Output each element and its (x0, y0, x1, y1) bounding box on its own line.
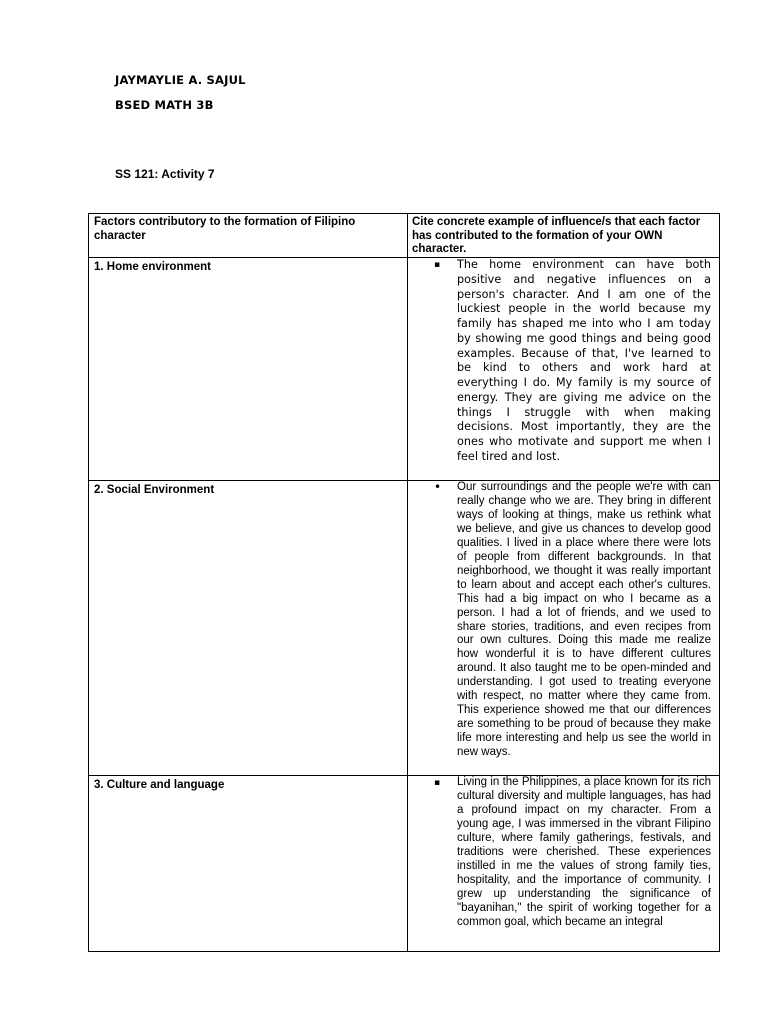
column-header-examples (408, 214, 720, 258)
activity-title: SS 121: Activity 7 (115, 167, 215, 181)
column-header-factors (89, 214, 408, 258)
example-cell (408, 481, 720, 776)
example-text: The home environment can have both positive and negative influences on a person's character. And I am one of the luckiest people in the world because my family has shaped me into who I am today by showing me good things and being good examples. Because of that, I've learned to be kind to others and work hard at everything I do. My family is my source of energy. They are giving me advice on the things I struggle with when making decisions. Most importantly, they are the ones who motivate and support me when I feel tired and lost. (457, 258, 711, 463)
example-text: Our surroundings and the people we're with can really change who we are. They bring in different ways of looking at things, make us rethink what we believe, and give us chances to develop good qualities. I lived in a place where there were lots of people from different backgrounds. In that neighborhood, we thought it was really important to learn about and accept each other's cultures. This had a big impact on who I became as a person. I had a lot of friends, and we used to share stories, traditions, and even recipes from our own cultures. Doing this made me realize how wonderful it is to have different cultures around. It also taught me to be open-minded and understanding. I got used to treating everyone with respect, no matter where they came from. This experience showed me that our differences are something to be proud of because they make life more interesting and help us see the world in new ways. (457, 481, 711, 759)
table-row (89, 481, 720, 776)
example-cell (408, 776, 720, 952)
column-header-factors-text: Factors contributory to the formation of Filipino character (94, 216, 356, 242)
factor-cell (89, 776, 408, 952)
factor-cell (89, 258, 408, 481)
column-header-examples-text: Cite concrete example of influence/s that each factor has contributed to the formation of your OWN character. (412, 216, 701, 255)
table-header-row (89, 214, 720, 258)
round-bullet-icon: • (434, 480, 442, 494)
factor-label: 1. Home environment (94, 261, 211, 273)
student-name: JAYMAYLIE A. SAJUL (115, 73, 246, 87)
activity-table (88, 213, 720, 952)
square-bullet-icon: ▪ (434, 260, 441, 270)
square-bullet-icon: ▪ (434, 778, 441, 788)
factor-label: 2. Social Environment (94, 484, 215, 496)
factor-cell (89, 481, 408, 776)
student-course: BSED MATH 3B (115, 98, 214, 112)
example-cell (408, 258, 720, 481)
example-text: Living in the Philippines, a place known for its rich cultural diversity and multiple languages, has had a profound impact on my character. From a young age, I was immersed in the vibrant Filipino culture, where family gatherings, festivals, and traditions were cherished. These experiences instilled in me the values of strong family ties, hospitality, and the importance of community. I grew up understanding the significance of "bayanihan," the spirit of working together for a common goal, which became an integral (457, 776, 711, 928)
table-row (89, 776, 720, 952)
table-row (89, 258, 720, 481)
factor-label: 3. Culture and language (94, 779, 225, 791)
